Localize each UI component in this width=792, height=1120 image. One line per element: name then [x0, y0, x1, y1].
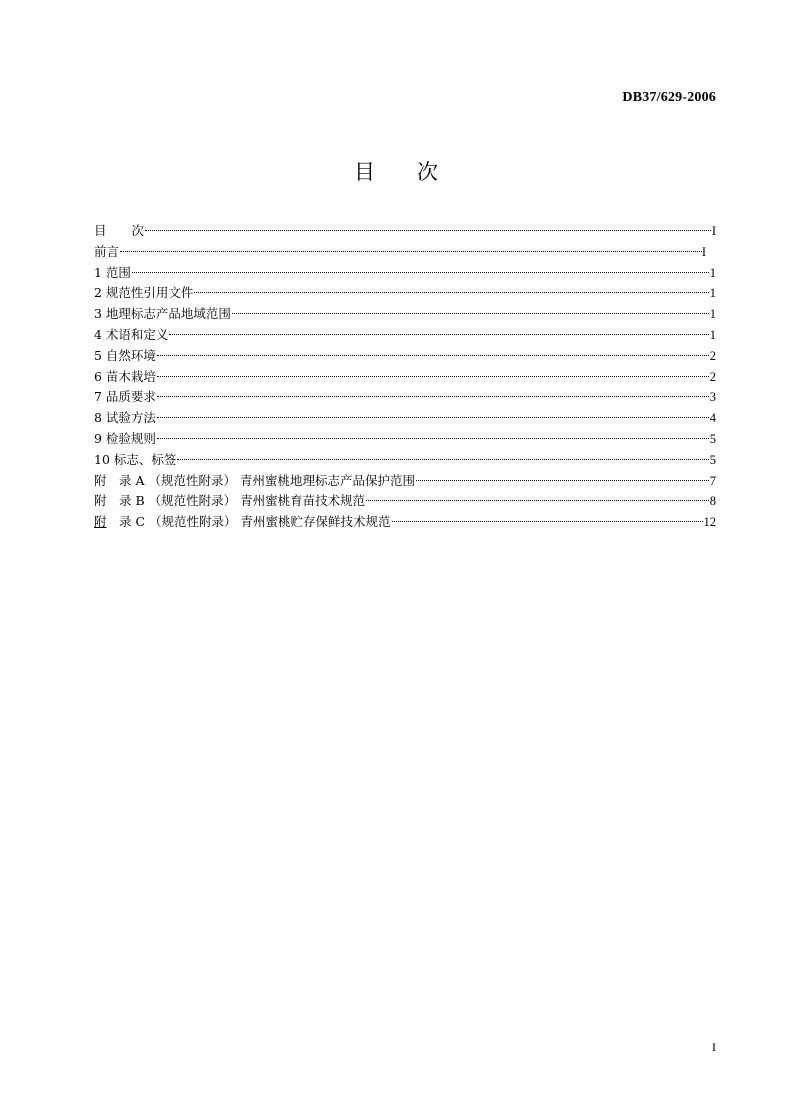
toc-entry-marking-labelling[interactable] [94, 450, 716, 471]
toc-entry-quality-requirements[interactable] [94, 387, 716, 408]
toc-entry-label: 8 试验方法 [94, 410, 156, 426]
toc-entry-page: 1 [709, 327, 716, 342]
toc-leader-dots [157, 396, 709, 397]
toc-leader-dots [169, 334, 708, 335]
toc-entry-page: 5 [709, 452, 716, 467]
toc-leader-dots [157, 376, 709, 377]
toc-entry-page: 7 [709, 473, 716, 488]
toc-entry-annex-b[interactable] [94, 491, 716, 512]
toc-entry-label: 6 苗木栽培 [94, 368, 156, 384]
toc-entry-annex-a[interactable] [94, 471, 716, 492]
toc-entry-page: 2 [709, 348, 716, 363]
toc-leader-dots [157, 417, 709, 418]
toc-leader-dots [392, 521, 703, 522]
toc-entry-label: 附 录 A （规范性附录） 青州蜜桃地理标志产品保护范围 [94, 472, 415, 488]
toc-entry-page: 1 [709, 307, 716, 322]
toc-entry-label: 9 检验规则 [94, 430, 156, 446]
toc-entry-scope[interactable] [94, 263, 716, 284]
toc-entry-label: 10 标志、标签 [94, 451, 177, 467]
toc-entry-label: 附 录 B （规范性附录） 青州蜜桃育苗技术规范 [94, 493, 366, 509]
toc-entry-page: 4 [709, 411, 716, 426]
toc-leader-dots [145, 230, 711, 231]
document-code: DB37/629-2006 [622, 90, 716, 105]
toc-entry-normative-references[interactable] [94, 283, 716, 304]
toc-leader-dots [157, 438, 709, 439]
toc-entry-page: 1 [709, 265, 716, 280]
toc-entry-label: 3 地理标志产品地域范围 [94, 306, 231, 322]
toc-leader-dots [132, 272, 709, 273]
toc-entry-inspection-rules[interactable] [94, 429, 716, 450]
toc-entry-page: 2 [709, 369, 716, 384]
toc-entry-page: 3 [709, 390, 716, 405]
toc-leader-dots [232, 313, 709, 314]
toc-leader-dots [157, 355, 709, 356]
toc-entry-annex-c[interactable] [94, 512, 716, 533]
toc-entry-label: 5 自然环境 [94, 347, 156, 363]
page-title: 目 次 [354, 160, 438, 184]
toc-entry-label: 前言 [94, 243, 120, 259]
toc-leader-dots [366, 500, 709, 501]
toc-entry-test-methods[interactable] [94, 408, 716, 429]
toc-entry-label: 2 规范性引用文件 [94, 285, 194, 301]
toc-entry-geographic-area[interactable] [94, 304, 716, 325]
toc-entry-page: 1 [709, 286, 716, 301]
toc-entry-terms-definitions[interactable] [94, 325, 716, 346]
toc-leader-dots [120, 251, 702, 252]
toc-leader-dots [177, 459, 708, 460]
table-of-contents [94, 221, 716, 533]
toc-entry-label: 1 范围 [94, 264, 131, 280]
toc-entry-page: I [701, 244, 706, 259]
toc-entry-label: 目 次 [94, 223, 145, 238]
toc-leader-dots [416, 480, 709, 481]
toc-entry-page: I [711, 224, 716, 238]
toc-entry-page: 8 [709, 494, 716, 509]
toc-entry-page: 5 [709, 431, 716, 446]
toc-leader-dots [194, 292, 708, 293]
toc-entry-foreword[interactable] [94, 242, 706, 263]
toc-entry-contents[interactable] [94, 221, 716, 242]
toc-entry-page: 12 [703, 515, 716, 530]
toc-entry-label: 附 录 C （规范性附录） 青州蜜桃贮存保鲜技术规范 [94, 514, 391, 530]
toc-entry-label: 4 术语和定义 [94, 326, 169, 342]
toc-entry-label: 7 品质要求 [94, 389, 156, 405]
toc-entry-natural-environment[interactable] [94, 346, 716, 367]
page-number: I [712, 1040, 716, 1054]
toc-entry-seedling-cultivation[interactable] [94, 367, 716, 388]
